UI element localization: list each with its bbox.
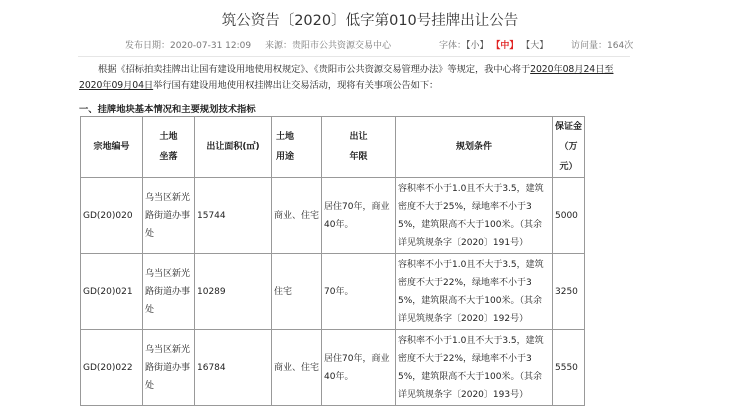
intro-text-part2: 举行国有建设用地使用权挂牌出让交易活动，现将有关事项公告如下： [153,80,439,91]
cell-deposit: 5000 [553,178,585,254]
source-label: 来源： [265,41,293,51]
intro-text-part1: 根据《招标拍卖挂牌出让国有建设用地使用权规定》、《贵阳市公共资源交易管理办法》等规定，我中心将于 [98,64,531,75]
cell-location: 乌当区新光路街道办事处 [143,178,195,254]
cell-conditions: 容积率不小于1.0且不大于3.5，建筑密度不大于22%，绿地率不小于35%，建筑限高不大于100米。（其余详见筑规条字〔2020〕192号） [396,254,553,330]
auction-date-range: 2020年08月24日至2020年09月04日 [79,64,614,91]
publish-date-label: 发布日期： [125,41,171,51]
cell-parcel-no: GD(20)022 [81,330,143,406]
intro-paragraph [79,62,635,94]
font-size-switcher [439,38,548,51]
cell-location: 乌当区新光路街道办事处 [143,254,195,330]
header-location [143,117,195,178]
publish-date-info [125,38,251,51]
header-location-line2: 坐落 [159,152,178,162]
header-divider [78,56,630,57]
font-size-label: 字体： [439,41,467,51]
header-term-line1: 出让 [349,132,368,142]
cell-term: 居住70年，商业40年。 [322,178,396,254]
header-deposit [553,117,585,178]
cell-deposit: 3250 [553,254,585,330]
cell-conditions: 容积率不小于1.0且不大于3.5，建筑密度不大于25%，绿地率不小于35%，建筑限高不大于100米。（其余详见筑规条字〔2020〕191号） [396,178,553,254]
source-info [265,38,391,51]
cell-use: 商业、住宅 [272,330,322,406]
section-heading: 一、挂牌地块基本情况和主要规划技术指标 [79,104,256,115]
view-count-info [571,38,633,51]
cell-location: 乌当区新光路街道办事处 [143,330,195,406]
header-parcel-no: 宗地编号 [81,117,143,178]
cell-area: 15744 [195,178,272,254]
cell-area: 16784 [195,330,272,406]
header-conditions: 规划条件 [396,117,553,178]
cell-term: 70年。 [322,254,396,330]
font-size-large-link[interactable]: 【大】 [521,41,549,51]
header-use-line2: 用途 [276,152,295,162]
header-term [322,117,396,178]
cell-parcel-no: GD(20)020 [81,178,143,254]
cell-term: 居住70年，商业40年。 [322,330,396,406]
view-count-label: 访问量： [571,41,608,51]
table-header-row [81,117,585,178]
header-use [272,117,322,178]
header-deposit-line2: （万元） [559,142,578,172]
header-area: 出让面积(㎡) [195,117,272,178]
font-size-small-link[interactable]: 【小】 [466,41,489,51]
table-row [81,330,585,406]
header-term-line2: 年限 [349,152,368,162]
header-location-line1: 土地 [159,132,178,142]
land-parcel-table [80,116,585,406]
view-count-value: 164次 [607,41,634,51]
font-size-medium-link[interactable]: 【中】 [491,41,519,51]
source-value: 贵阳市公共资源交易中心 [292,41,392,51]
header-deposit-line1: 保证金 [555,122,583,132]
cell-use: 住宅 [272,254,322,330]
cell-conditions: 容积率不小于1.0且不大于3.5，建筑密度不大于22%，绿地率不小于35%，建筑限高不大于100米。（其余详见筑规条字〔2020〕193号） [396,330,553,406]
table-row [81,254,585,330]
publish-date-value: 2020-07-31 12:09 [170,41,252,51]
header-use-line1: 土地 [276,132,295,142]
cell-use: 商业、住宅 [272,178,322,254]
table-row [81,178,585,254]
page-title: 筑公资告〔2020〕低字第010号挂牌出让公告 [221,13,519,29]
cell-parcel-no: GD(20)021 [81,254,143,330]
cell-area: 10289 [195,254,272,330]
cell-deposit: 5550 [553,330,585,406]
